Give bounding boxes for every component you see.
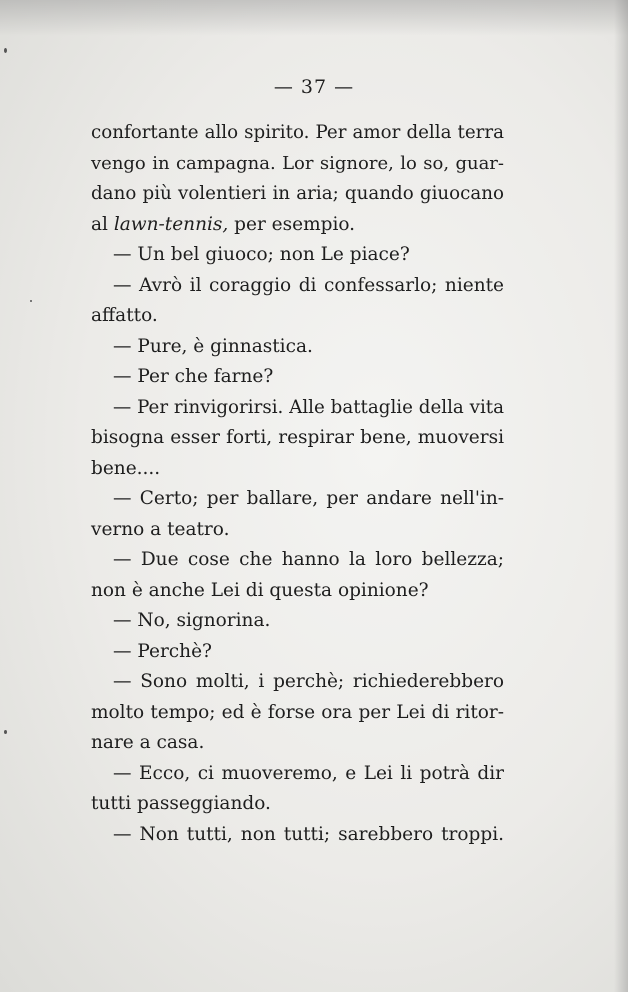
scan-speck <box>4 730 7 734</box>
dialogue-line: — Non tutti, non tutti; sarebbero troppi. <box>113 823 504 845</box>
scan-speck <box>30 300 32 302</box>
dialogue-line: — Pure, è ginnastica. <box>113 335 313 357</box>
text-line: vengo in campagna. Lor signore, lo so, guar- <box>91 152 504 174</box>
text-line: dano più volentieri in aria; quando giuocano <box>91 183 504 204</box>
text-line: molto tempo; ed è forse ora per Lei di ritor- <box>91 701 504 723</box>
text-line: bisogna esser forti, respirar bene, muoversi <box>91 427 504 448</box>
text-segment: al <box>91 213 114 235</box>
top-edge-shadow <box>0 0 628 36</box>
text-line: affatto. <box>91 305 158 326</box>
text-line: bene.... <box>91 457 161 479</box>
right-edge-shadow <box>614 0 628 992</box>
dialogue-line: — Certo; per ballare, per andare nell'in- <box>113 488 504 509</box>
dialogue-line: — Un bel giuoco; non Le piace? <box>113 244 410 265</box>
dialogue-line: — Sono molti, i perchè; richiederebbero <box>113 671 504 692</box>
dialogue-line: — Perchè? <box>113 640 212 662</box>
dialogue-line: — Per rinvigorirsi. Alle battaglie della vita <box>113 396 504 418</box>
dialogue-line: — No, signorina. <box>113 610 271 631</box>
scan-speck <box>4 48 7 53</box>
text-line: verno a teatro. <box>91 518 230 540</box>
text-line: confortante allo spirito. Per amor della terra <box>91 122 504 143</box>
page-number: — 37 — <box>273 76 355 98</box>
dialogue-line: — Due cose che hanno la loro bellezza; <box>113 549 504 570</box>
dialogue-line: — Per che farne? <box>113 366 274 387</box>
body-text <box>91 118 504 850</box>
dialogue-line: — Ecco, ci muoveremo, e Lei li potrà dir <box>113 762 504 784</box>
text-line <box>91 210 504 241</box>
italic-term: lawn-tennis, <box>113 213 229 235</box>
text-line: nare a casa. <box>91 732 205 753</box>
text-line: tutti passeggiando. <box>91 793 271 814</box>
text-line: non è anche Lei di questa opinione? <box>91 579 429 601</box>
dialogue-line: — Avrò il coraggio di confessarlo; niente <box>113 274 504 296</box>
text-segment: per esempio. <box>228 213 356 235</box>
